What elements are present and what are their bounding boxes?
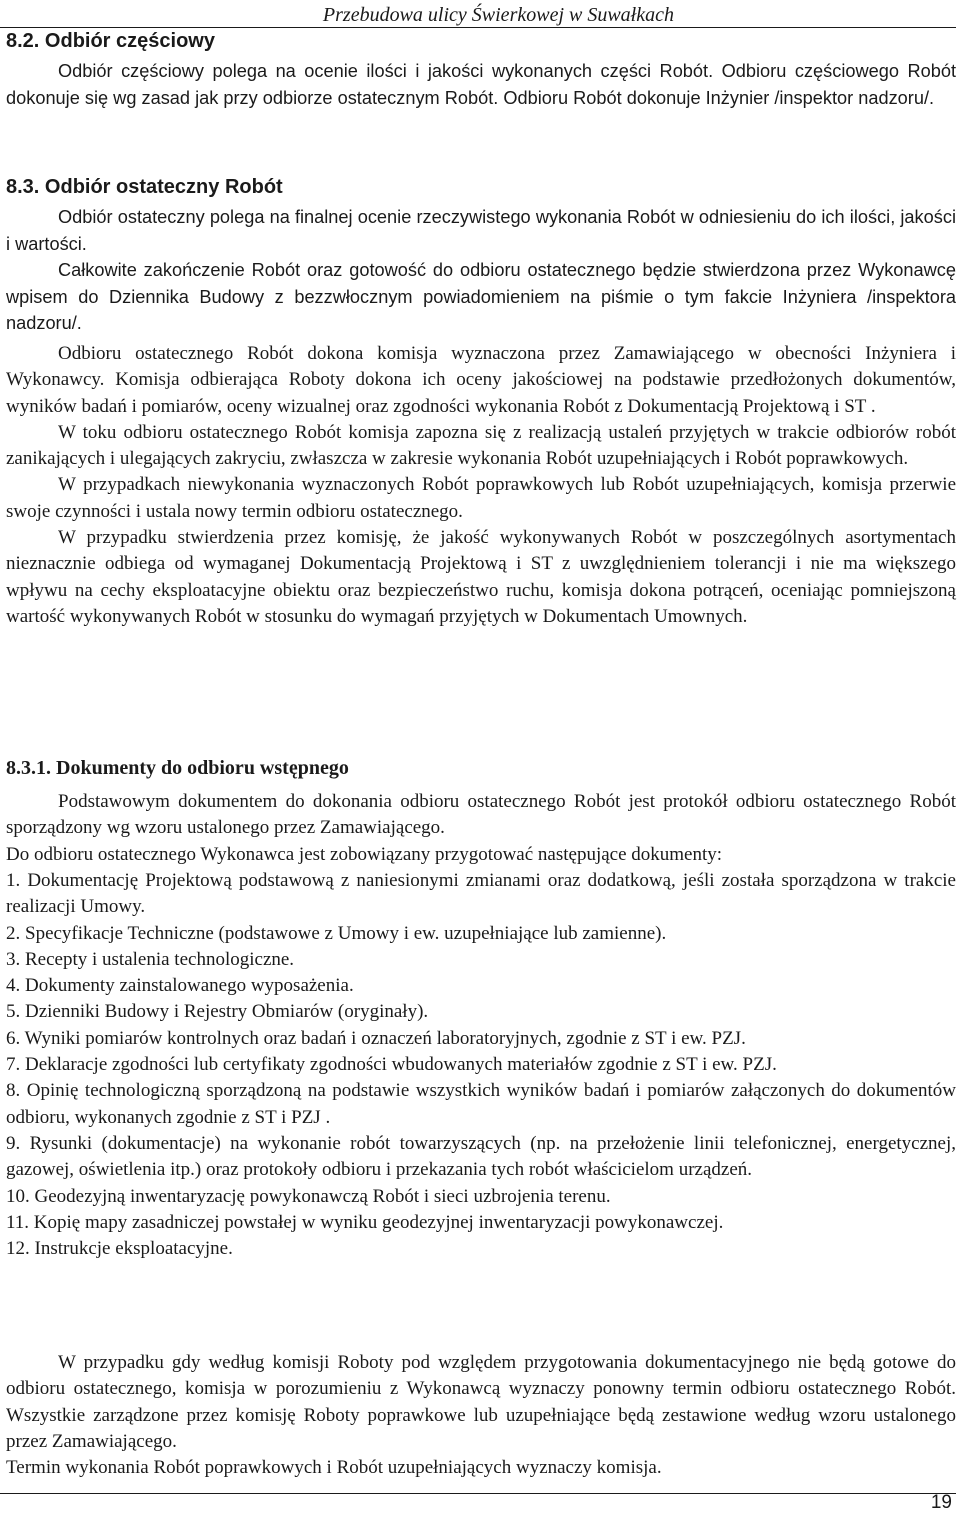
paragraph: W przypadku stwierdzenia przez komisję, że jakość wykonywanych Robót w poszczególnych asortymentach nieznacznie odbiega od wymaganej Dokumentacją Projektową i ST z uwzględnieniem tolerancji i nie ma większego wpływu na cechy eksploatacyjne obiektu oraz bezpieczeństwo ruchu, komisja dokona potrąceń, oceniając pomniejszoną wartość wykonywanych Robót w stosunku do wymagań przyjętych w Dokumentach Umownych. xyxy=(6,527,956,627)
list-item: 9. Rysunki (dokumentacje) na wykonanie robót towarzyszących (np. na przełożenie linii telefonicznej, energetycznej, gazowej, oświetlenia itp.) oraz protokoły odbioru i przekazania tych robót właścicielom urządzeń. xyxy=(6,1132,956,1181)
paragraph: Odbioru ostatecznego Robót dokona komisja wyznaczona przez Zamawiającego w obecności Inżyniera i Wykonawcy. Komisja odbierająca Roboty dokona ich oceny jakościowej na podstawie przedłożonych dokumentów, wyników badań i pomiarów, oceny wizualnej oraz zgodności wykonania Robót z Dokumentacją Projektową i ST . xyxy=(6,343,956,417)
list-item: 7. Deklaracje zgodności lub certyfikaty zgodności wbudowanych materiałów zgodnie z ST i ew. PZJ. xyxy=(6,1054,777,1076)
paragraph: Do odbioru ostatecznego Wykonawca jest zobowiązany przygotować następujące dokumenty: xyxy=(6,843,723,865)
section-8-3-heading: 8.3. Odbiór ostateczny Robót xyxy=(6,176,283,198)
section-8-3-1-intro xyxy=(6,789,956,868)
list-item: 3. Recepty i ustalenia technologiczne. xyxy=(6,948,295,970)
list-item: 11. Kopię mapy zasadniczej powstałej w wyniku geodezyjnej inwentaryzacji powykonawczej. xyxy=(6,1211,724,1233)
paragraph: W toku odbioru ostatecznego Robót komisja zapozna się z realizacją ustaleń przyjętych w trakcie odbiorów robót zanikających i ulegających zakryciu, zwłaszcza w zakresie wykonania Robót uzupełniających i Robót poprawkowych. xyxy=(6,421,956,470)
section-8-2-body xyxy=(6,58,956,111)
section-8-3-completion xyxy=(6,257,956,337)
section-8-3-body xyxy=(6,341,956,630)
list-item: 1. Dokumentację Projektową podstawową z naniesionymi zmianami oraz dodatkową, jeśli została sporządzona w trakcie realizacji Umowy. xyxy=(6,870,956,918)
page-number: 19 xyxy=(930,1492,952,1513)
list-item: 2. Specyfikacje Techniczne (podstawowe z Umowy i ew. uzupełniające lub zamienne). xyxy=(6,922,667,944)
paragraph: Całkowite zakończenie Robót oraz gotowość do odbioru ostatecznego będzie stwierdzona przez Wykonawcę wpisem do Dziennika Budowy z bezzwłocznym powiadomieniem na piśmie o tym fakcie Inżyniera /inspektora nadzoru/. xyxy=(6,260,956,333)
section-8-3-intro xyxy=(6,204,956,257)
list-item: 6. Wyniki pomiarów kontrolnych oraz badań i oznaczeń laboratoryjnych, zgodnie z ST i ew. PZJ. xyxy=(6,1027,746,1049)
paragraph: Odbiór częściowy polega na ocenie ilości i jakości wykonanych części Robót. Odbioru częściowego Robót dokonuje się wg zasad jak przy odbiorze ostatecznym Robót. Odbioru Robót dokonuje Inżynier /inspektor nadzoru/. xyxy=(6,61,956,108)
paragraph: Podstawowym dokumentem do dokonania odbioru ostatecznego Robót jest protokół odbioru ostatecznego Robót sporządzony wg wzoru ustalonego przez Zamawiającego. xyxy=(6,791,956,839)
list-item: 12. Instrukcje eksploatacyjne. xyxy=(6,1238,233,1260)
paragraph: W przypadkach niewykonania wyznaczonych Robót poprawkowych lub Robót uzupełniających, komisja przerwie swoje czynności i ustala nowy termin odbioru ostatecznego. xyxy=(6,474,956,522)
list-item: 10. Geodezyjną inwentaryzację powykonawczą Robót i sieci uzbrojenia terenu. xyxy=(6,1185,611,1207)
section-8-2-heading: 8.2. Odbiór częściowy xyxy=(6,30,215,52)
footer-rule xyxy=(0,1493,956,1494)
paragraph: Termin wykonania Robót poprawkowych i Robót uzupełniających wyznaczy komisja. xyxy=(6,1457,662,1479)
documents-list xyxy=(6,868,956,1262)
section-8-3-1-closing xyxy=(6,1350,956,1481)
list-item: 4. Dokumenty zainstalowanego wyposażenia. xyxy=(6,975,354,997)
paragraph: Odbiór ostateczny polega na finalnej ocenie rzeczywistego wykonania Robót w odniesieniu do ich ilości, jakości i wartości. xyxy=(6,207,956,254)
section-8-3-1-heading: 8.3.1. Dokumenty do odbioru wstępnego xyxy=(6,757,349,779)
list-item: 5. Dzienniki Budowy i Rejestry Obmiarów (oryginały). xyxy=(6,1001,429,1023)
paragraph: W przypadku gdy według komisji Roboty pod względem przygotowania dokumentacyjnego nie będą gotowe do odbioru ostatecznego, komisja w porozumieniu z Wykonawcą wyznaczy ponowny termin odbioru ostatecznego Robót. Wszystkie zarządzone przez komisję Roboty poprawkowe lub uzupełniające będą zestawione według wzoru ustalonego przez Zamawiającego. xyxy=(6,1352,956,1452)
list-item: 8. Opinię technologiczną sporządzoną na podstawie wszystkich wyników badań i pomiarów załączonych do dokumentów odbioru, wykonanych zgodnie z ST i PZJ . xyxy=(6,1080,956,1128)
running-header: Przebudowa ulicy Świerkowej w Suwałkach xyxy=(322,4,674,26)
header-rule xyxy=(0,27,956,28)
